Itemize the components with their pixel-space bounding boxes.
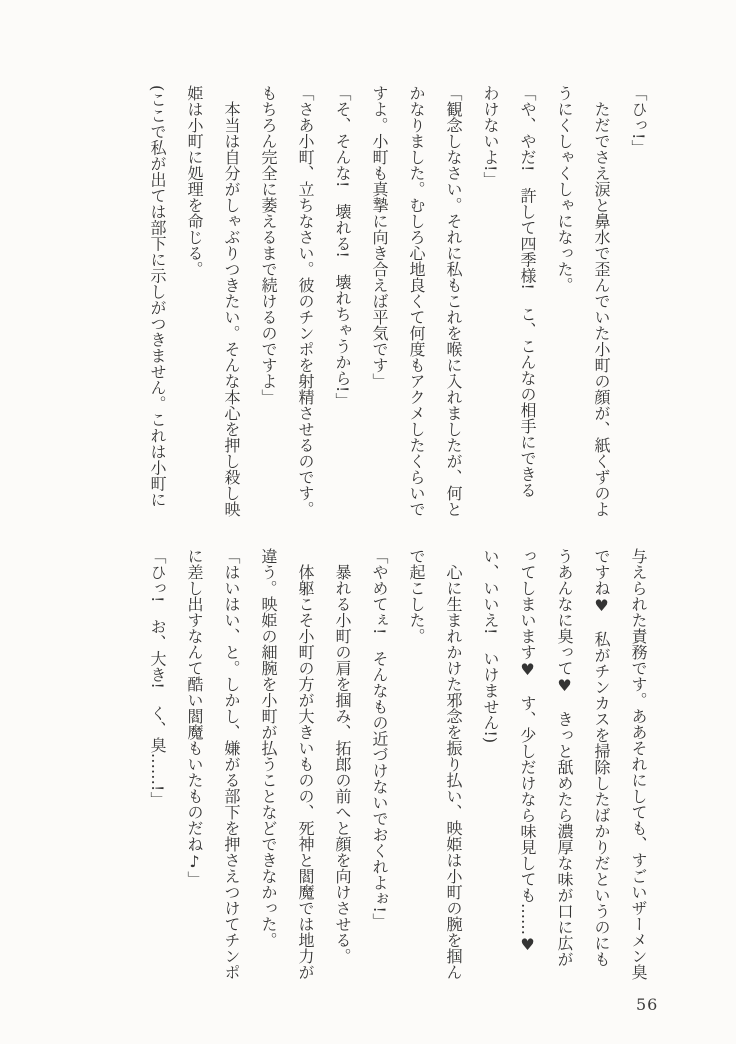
text-line: すよ。小町も真摯に向き合えば平気です」 <box>370 85 389 389</box>
text-line: い、いいえ! いけません!) <box>481 548 500 744</box>
text-line: に差し出すなんて酷い閻魔もいたものだね♪」 <box>185 548 204 887</box>
text-line: わけないよ!」 <box>481 85 500 188</box>
text-line: で起こした。 <box>407 548 426 644</box>
text-line: 「ひっ!」 <box>629 85 648 156</box>
text-line: 「はいはい、と。しかし、嫌がる部下を押さえつけてチンポ <box>222 548 241 980</box>
text-line: うあんなに臭って♥ きっと舐めたら濃厚な味が口に広が <box>555 548 574 967</box>
text-line: うにくしゃくしゃになった。 <box>555 85 574 293</box>
text-line: ってしまいます♥ す、少しだけなら味見しても……♥ <box>518 548 537 954</box>
text-line: 姫は小町に処理を命じる。 <box>185 85 204 277</box>
bottom-text-block <box>139 548 657 984</box>
text-line: ですね♥ 私がチンカスを掃除したばかりだというのにも <box>592 548 611 967</box>
text-line: 「やめてぇ! そんなもの近づけないでおくれよぉ!」 <box>370 548 389 929</box>
text-line: 「観念しなさい。それに私もこれを喉に入れましたが、何と <box>444 85 463 517</box>
text-line: 体躯こそ小町の方が大きいものの、死神と閻魔では地力が <box>296 548 315 980</box>
text-line: 暴れる小町の肩を掴み、拓郎の前へと顔を向けさせる。 <box>333 548 352 964</box>
text-line: (ここで私が出ては部下に示しがつきません。これは小町に <box>148 85 167 508</box>
text-line: 心に生まれかけた邪念を振り払い、映姫は小町の腕を掴ん <box>444 548 463 980</box>
text-line: 「や、やだ! 許して四季様! こ、こんなの相手にできる <box>518 85 537 498</box>
page-number: 56 <box>636 995 659 1014</box>
text-line: 本当は自分がしゃぶりつきたい。そんな本心を押し殺し映 <box>222 85 241 517</box>
text-line: 違う。映姫の細腕を小町が払うことなどできなかった。 <box>259 548 278 948</box>
text-line: かなりました。むしろ心地良くて何度もアクメしたくらいで <box>407 85 426 517</box>
text-line: 与えられた責務です。ああそれにしても、すごいザーメン臭 <box>629 548 648 980</box>
text-line: 「さあ小町、立ちなさい。彼のチンポを射精させるのです。 <box>296 85 315 517</box>
text-line: ただでさえ涙と鼻水で歪んでいた小町の顔が、紙くずのよ <box>592 85 611 517</box>
text-line: もちろん完全に萎えるまで続けるのですよ」 <box>259 85 278 405</box>
text-line: 「そ、そんな! 壊れる! 壊れちゃうから!」 <box>333 85 352 409</box>
top-text-block <box>139 85 657 521</box>
text-line: 「ひっ! お、大き! く、臭……!」 <box>148 548 167 808</box>
